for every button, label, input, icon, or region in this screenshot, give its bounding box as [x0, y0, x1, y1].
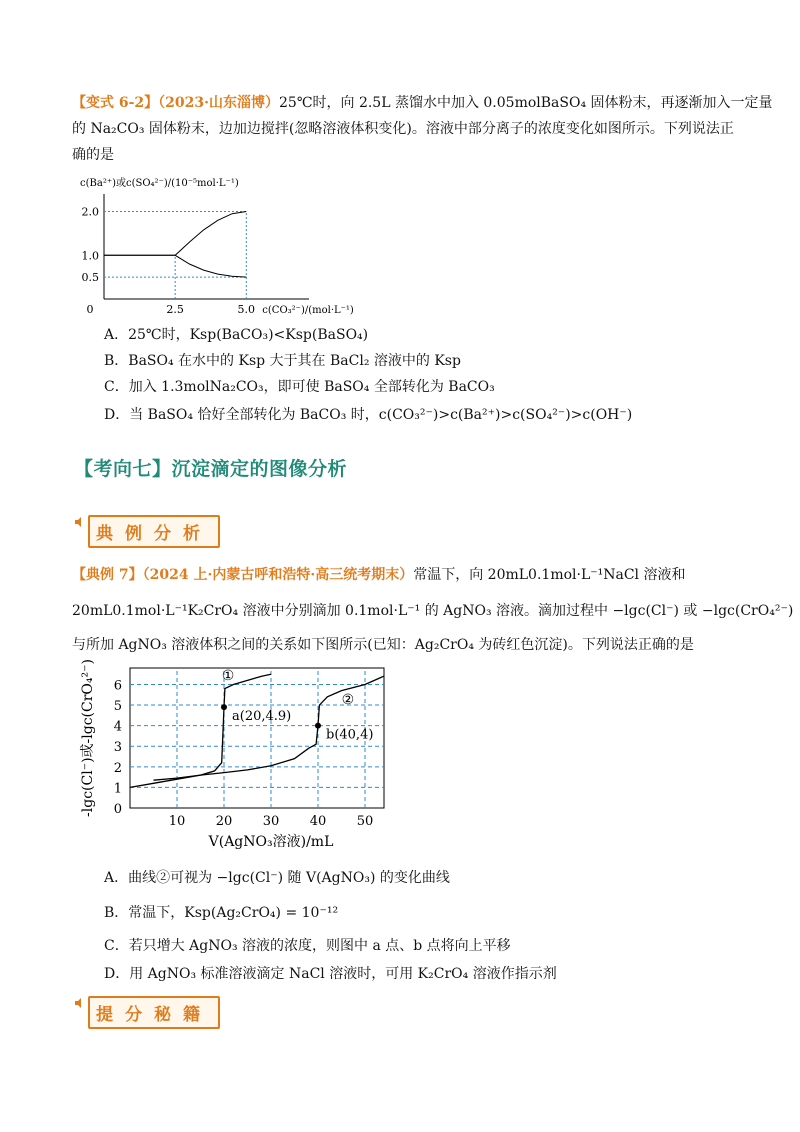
x-tick-label: 2.5 [166, 303, 184, 316]
y-tick-label: 5 [113, 699, 122, 715]
y-tick-label: 1 [113, 781, 122, 797]
chart-2 [78, 656, 408, 856]
point-label-b: b(40,4) [326, 727, 374, 743]
variant-line-1 [72, 90, 773, 116]
x-tick-label: 10 [168, 814, 186, 829]
example-line-1 [72, 562, 686, 588]
variant-source: （2023·山东淄博） [158, 95, 280, 111]
variant-tag: 【变式 6-2】 [72, 95, 159, 111]
y-axis-label: -lgc(Cl⁻)或-lgc(CrO₄²⁻) [80, 659, 96, 817]
variant-line-2: 的 Na₂CO₃ 固体粉末，边加边搅拌(忽略溶液体积变化)。溶液中部分离子的浓度变化如图所示。下列说法正 [72, 121, 734, 137]
x-tick-label: 20 [215, 814, 233, 829]
badge-1-text: 典例分析 [88, 515, 220, 548]
data-point-b [315, 723, 321, 729]
curve-label-2: ② [341, 691, 355, 708]
x-tick-label: 0 [86, 303, 94, 316]
y-tick-label: 0 [113, 802, 122, 817]
x-tick-label: 40 [309, 814, 327, 829]
y-tick-label: 0.5 [81, 271, 99, 285]
x-tick-label: 30 [262, 814, 280, 829]
section-title: 【考向七】沉淀滴定的图像分析 [74, 458, 348, 480]
series-line-1 [104, 212, 246, 256]
variant-option-c: C．加入 1.3molNa₂CO₃，即可使 BaSO₄ 全部转化为 BaCO₃ [104, 379, 495, 395]
example-line-3: 与所加 AgNO₃ 溶液体积之间的关系如下图所示(已知：Ag₂CrO₄ 为砖红色沉淀)。下列说法正确的是 [72, 637, 694, 653]
badge-2-text: 提分秘籍 [88, 996, 220, 1029]
variant-option-b: B．BaSO₄ 在水中的 Ksp 大于其在 BaCl₂ 溶液中的 Ksp [104, 353, 461, 369]
variant-option-d: D．当 BaSO₄ 恰好全部转化为 BaCO₃ 时，c(CO₃²⁻)>c(Ba²⁺)>c(SO₄²⁻)>c(OH⁻) [104, 407, 633, 423]
x-tick-label: 50 [356, 814, 374, 829]
x-tick-label: 5.0 [237, 303, 256, 316]
example-option-c: C．若只增大 AgNO₃ 溶液的浓度，则图中 a 点、b 点将向上平移 [104, 938, 511, 954]
example-line-2: 20mL0.1mol·L⁻¹K₂CrO₄ 溶液中分别滴加 0.1mol·L⁻¹ 的 AgNO₃ 溶液。滴加过程中 −lgc(Cl⁻) 或 −lgc(CrO₄²⁻) [72, 603, 794, 619]
y-tick-label: 4 [113, 719, 122, 735]
variant-option-a: A．25℃时，Ksp(BaCO₃)<Ksp(BaSO₄) [104, 327, 369, 343]
series-line-1 [130, 674, 271, 787]
example-option-a: A．曲线②可视为 −lgc(Cl⁻) 随 V(AgNO₃) 的变化曲线 [104, 870, 450, 886]
x-axis-label: c(CO₃²⁻)/(mol·L⁻¹) [262, 305, 354, 316]
y-tick-label: 1.0 [81, 249, 99, 263]
data-point-a [221, 704, 227, 710]
y-axis-label: c(Ba²⁺)或c(SO₄²⁻)/(10⁻⁵mol·L⁻¹) [80, 178, 239, 189]
speaker-icon [74, 998, 84, 1008]
example-option-b: B．常温下，Ksp(Ag₂CrO₄) = 10⁻¹² [104, 905, 339, 921]
variant-text-1: 25℃时，向 2.5L 蒸馏水中加入 0.05molBaSO₄ 固体粉末，再逐渐加入一定量 [279, 95, 773, 111]
variant-line-3: 确的是 [72, 147, 114, 163]
badge-score-tips [74, 996, 220, 1026]
speaker-icon [74, 517, 84, 527]
y-tick-label: 2 [113, 760, 122, 776]
y-tick-label: 6 [113, 678, 122, 694]
curve-label-1: ① [221, 668, 235, 685]
x-axis-label: V(AgNO₃溶液)/mL [208, 834, 334, 850]
example-tag: 【典例 7】 [72, 567, 143, 583]
example-source: （2024 上·内蒙古呼和浩特·高三统考期末） [142, 567, 414, 583]
badge-example-analysis [74, 515, 220, 545]
example-option-d: D．用 AgNO₃ 标准溶液滴定 NaCl 溶液时，可用 K₂CrO₄ 溶液作指示剂 [104, 966, 557, 982]
example-text-1: 常温下，向 20mL0.1mol·L⁻¹NaCl 溶液和 [413, 567, 686, 583]
chart-1 [72, 172, 354, 317]
y-tick-label: 3 [113, 740, 122, 756]
point-label-a: a(20,4.9) [232, 709, 292, 725]
y-tick-label: 2.0 [81, 205, 99, 219]
